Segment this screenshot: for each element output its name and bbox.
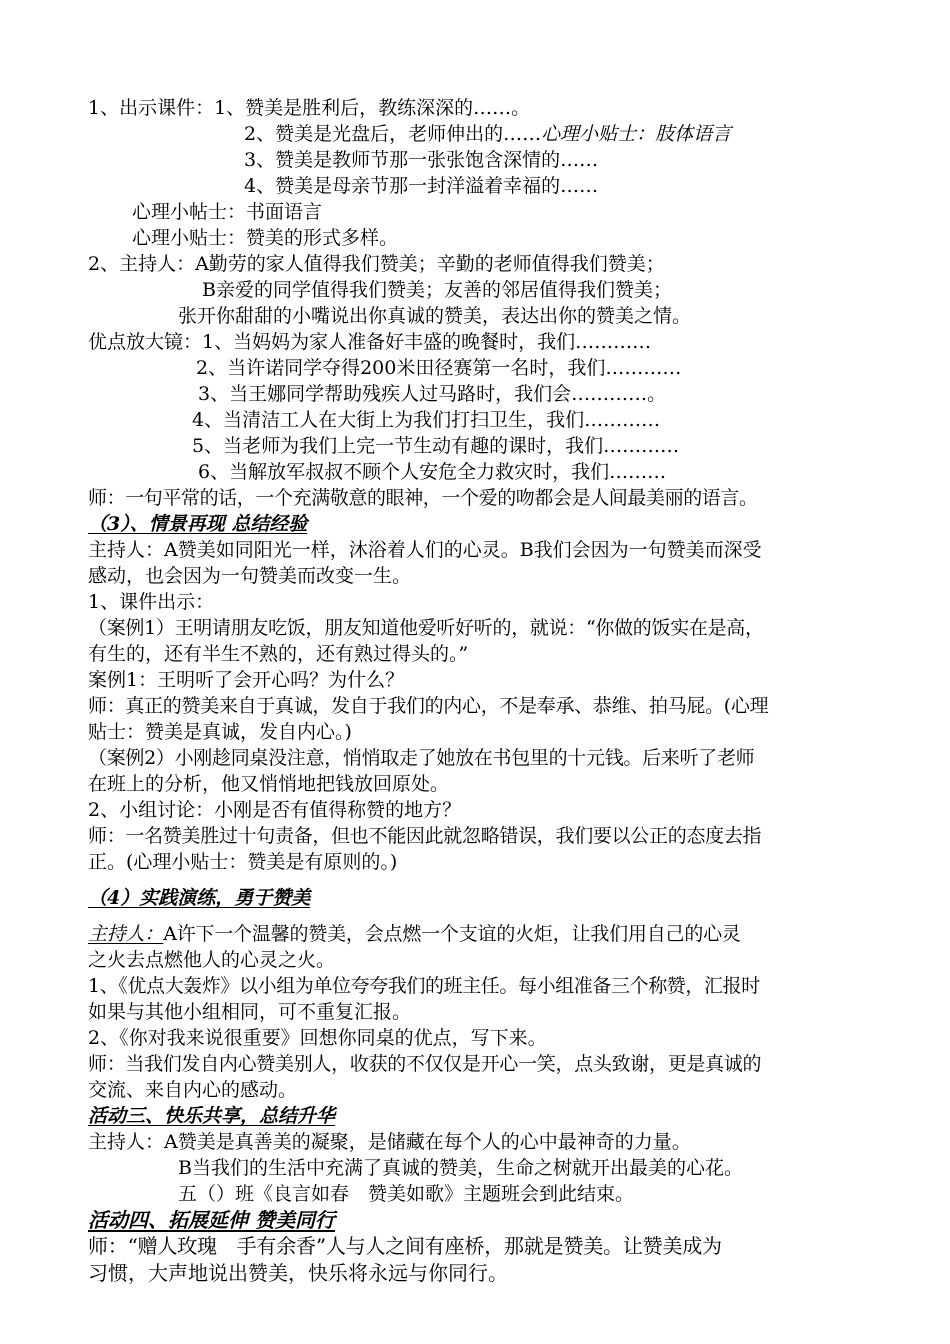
text-line: 主持人：A赞美如同阳光一样，沐浴着人们的心灵。B我们会因为一句赞美而深受	[88, 539, 762, 561]
text-line: 师：一名赞美胜过十句责备，但也不能因此就忽略错误，我们要以公正的态度去指	[88, 825, 762, 847]
text-line: 张开你甜甜的小嘴说出你真诚的赞美，表达出你的赞美之情。	[178, 305, 692, 327]
text-line: 3、当王娜同学帮助残疾人过马路时，我们会…………。	[198, 383, 667, 405]
text-line: 之火去点燃他人的心灵之火。	[88, 949, 336, 971]
text-line: 心理小贴士：赞美的形式多样。	[132, 227, 399, 249]
text-line: 如果与其他小组相同，可不重复汇报。	[88, 1001, 412, 1023]
text-line: 主持人：A赞美是真善美的凝聚，是储藏在每个人的心中最神奇的力量。	[88, 1131, 691, 1153]
text-line: B亲爱的同学值得我们赞美；友善的邻居值得我们赞美；	[202, 279, 672, 301]
text-span: 2、赞美是光盘后，老师伸出的……	[244, 123, 542, 145]
text-line: 6、当解放军叔叔不顾个人安危全力救灾时，我们………	[198, 461, 667, 483]
text-line: B当我们的生活中充满了真诚的赞美，生命之树就开出最美的心花。	[178, 1157, 743, 1179]
text-line: 师：“赠人玫瑰 手有余香”人与人之间有座桥，那就是赞美。让赞美成为	[88, 1234, 722, 1258]
text-line: 习惯，大声地说出赞美，快乐将永远与你同行。	[88, 1261, 508, 1285]
text-line: 1、《优点大轰炸》以小组为单位夸夸我们的班主任。每小组准备三个称赞，汇报时	[88, 975, 760, 997]
text-line: 感动，也会因为一句赞美而改变一生。	[88, 565, 412, 587]
text-line: 贴士：赞美是真诚，发自内心。)	[88, 721, 352, 743]
section-heading-3: （3）、情景再现 总结经验	[88, 513, 308, 535]
text-span: A许下一个温馨的赞美，会点燃一个支谊的火炬，让我们用自己的心灵	[163, 923, 741, 945]
text-line: 4、赞美是母亲节那一封洋溢着幸福的……	[244, 175, 599, 197]
text-line: 有生的，还有半生不熟的，还有熟过得头的。”	[88, 643, 469, 665]
section-heading-6: 活动四、拓展延伸 赞美同行	[88, 1208, 335, 1232]
section-heading-5: 活动三、快乐共享，总结升华	[88, 1105, 336, 1127]
text-line: 师：真正的赞美来自于真诚，发自于我们的内心，不是奉承、恭维、拍马屁。(心理	[88, 695, 769, 717]
text-line: 2、当许诺同学夺得200米田径赛第一名时，我们…………	[196, 357, 682, 379]
text-line: 3、赞美是教师节那一张张饱含深情的……	[244, 149, 599, 171]
text-line: 师：一句平常的话，一个充满敬意的眼神，一个爱的吻都会是人间最美丽的语言。	[88, 487, 758, 509]
text-line: 师：当我们发自内心赞美别人，收获的不仅仅是开心一笑，点头致谢，更是真诚的	[88, 1053, 762, 1075]
section-heading-4: （4）实践演练，勇于赞美	[88, 887, 311, 909]
text-line: 1、课件出示：	[88, 591, 215, 613]
host-label: 主持人：	[88, 923, 164, 945]
text-line: 五（）班《良言如春 赞美如歌》主题班会到此结束。	[178, 1183, 635, 1205]
text-line: （案例1）王明请朋友吃饭，朋友知道他爱听好听的，就说：“你做的饭实在是高，	[88, 617, 764, 639]
text-line: 正。(心理小贴士：赞美是有原则的。)	[88, 851, 398, 873]
text-line: 2、《你对我来说很重要》回想你同桌的优点，写下来。	[88, 1027, 547, 1049]
psych-tip-italic: 心理小贴士：肢体语言	[541, 123, 732, 145]
text-line: 优点放大镜：1、当妈妈为家人准备好丰盛的晚餐时，我们…………	[88, 331, 652, 353]
text-line: 4、当清洁工人在大街上为我们打扫卫生，我们…………	[192, 409, 661, 431]
text-line	[244, 121, 731, 147]
text-line: 5、当老师为我们上完一节生动有趣的课时，我们…………	[192, 435, 680, 457]
text-line	[88, 921, 741, 947]
text-line: 案例1：王明听了会开心吗？为什么？	[88, 669, 405, 691]
text-line: 心理小帖士：书面语言	[132, 201, 323, 223]
text-line: 交流、来自内心的感动。	[88, 1079, 298, 1101]
text-line: 2、小组讨论：小刚是否有值得称赞的地方？	[88, 799, 462, 821]
text-line: 2、主持人：A勤劳的家人值得我们赞美；辛勤的老师值得我们赞美；	[88, 253, 665, 275]
text-line: （案例2）小刚趁同桌没注意，悄悄取走了她放在书包里的十元钱。后来听了老师	[88, 747, 755, 769]
text-line: 在班上的分析，他又悄悄地把钱放回原处。	[88, 773, 450, 795]
text-line: 1、出示课件：1、赞美是胜利后，教练深深的……。	[88, 97, 531, 119]
